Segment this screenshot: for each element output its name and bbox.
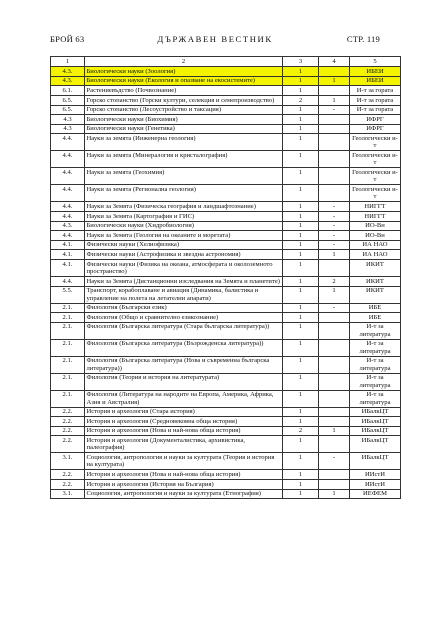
table-row: [51, 470, 401, 480]
field-name-cell: Филология (Теория и история на литературата): [85, 373, 283, 390]
field-code-cell: 2.1.: [51, 313, 85, 323]
count-cell-2: [319, 185, 350, 202]
table-row: [51, 168, 401, 185]
field-code-cell: 5.5.: [51, 286, 85, 303]
institute-cell: ИИстИ: [350, 480, 401, 490]
institute-cell: НИГГТ: [350, 211, 401, 221]
field-code-cell: 6.1.: [51, 86, 85, 96]
field-code-cell: 4.1.: [51, 259, 85, 276]
count-cell: 1: [283, 211, 319, 221]
institute-cell: И-т за литература: [350, 373, 401, 390]
field-code-cell: 2.1.: [51, 356, 85, 373]
count-cell-2: [319, 124, 350, 134]
table-row: [51, 240, 401, 250]
field-code-cell: 2.2.: [51, 470, 85, 480]
count-cell: 1: [283, 453, 319, 470]
count-cell: 1: [283, 407, 319, 417]
table-row: [51, 151, 401, 168]
count-cell-2: 1: [319, 286, 350, 303]
field-code-cell: 6.5.: [51, 105, 85, 115]
count-cell: 1: [283, 134, 319, 151]
table-row: [51, 453, 401, 470]
table-row: [51, 115, 401, 125]
institute-cell: Геологически и-т: [350, 151, 401, 168]
count-cell-2: [319, 436, 350, 453]
count-cell: 2: [283, 95, 319, 105]
field-name-cell: Науки за Земята (Картография и ГИС): [85, 211, 283, 221]
count-cell-2: [319, 417, 350, 427]
count-cell-2: [319, 480, 350, 490]
count-cell-2: [319, 356, 350, 373]
field-code-cell: 2.2.: [51, 426, 85, 436]
institute-cell: И-т за гората: [350, 86, 401, 96]
count-cell-2: 1: [319, 76, 350, 86]
issue-number: БРОЙ 63: [50, 34, 85, 44]
institute-cell: И-т за литература: [350, 390, 401, 407]
newspaper-title: ДЪРЖАВЕН ВЕСТНИК: [157, 34, 273, 44]
field-name-cell: Биологически науки (Зоология): [85, 67, 283, 77]
count-cell-2: -: [319, 211, 350, 221]
table-row: [51, 303, 401, 313]
count-cell-2: [319, 322, 350, 339]
table-row: [51, 86, 401, 96]
field-name-cell: Науки за земята (Геохимия): [85, 168, 283, 185]
table-row: [51, 231, 401, 241]
table-row: [51, 276, 401, 286]
field-name-cell: Горско стопанство (Горски култури, селекция и семепроизводство): [85, 95, 283, 105]
table-row: [51, 211, 401, 221]
field-code-cell: 2.2.: [51, 407, 85, 417]
field-code-cell: 4.1.: [51, 250, 85, 260]
institute-cell: И-т за гората: [350, 105, 401, 115]
field-code-cell: 6.5.: [51, 95, 85, 105]
field-name-cell: Науки за Земята (Физическа география и ландшафтознание): [85, 202, 283, 212]
field-code-cell: 4.3: [51, 115, 85, 125]
field-name-cell: Филология (Български език): [85, 303, 283, 313]
field-code-cell: 4.4.: [51, 211, 85, 221]
column-header: 4: [319, 57, 350, 67]
column-header-row: [51, 57, 401, 67]
field-name-cell: История и археология (Документалистика, архивистика, палеография): [85, 436, 283, 453]
field-name-cell: Биологически науки (Биохимия): [85, 115, 283, 125]
field-name-cell: Науки за Земята (Дистанционни изследвания на Земята и планетите): [85, 276, 283, 286]
count-cell-2: [319, 339, 350, 356]
count-cell-2: 1: [319, 95, 350, 105]
field-name-cell: Филология (Българска литература (Възрожденска литература)): [85, 339, 283, 356]
count-cell: 1: [283, 202, 319, 212]
field-code-cell: 4.3.: [51, 67, 85, 77]
field-code-cell: 4.4.: [51, 151, 85, 168]
count-cell: 1: [283, 286, 319, 303]
institute-cell: ИБалкЦТ: [350, 426, 401, 436]
count-cell: 1: [283, 480, 319, 490]
institute-cell: ИКИТ: [350, 276, 401, 286]
count-cell-2: [319, 86, 350, 96]
count-cell-2: 2: [319, 276, 350, 286]
field-name-cell: Науки за земята (Инженерна геология): [85, 134, 283, 151]
count-cell-2: -: [319, 231, 350, 241]
count-cell: 1: [283, 470, 319, 480]
institute-cell: Геологически и-т: [350, 134, 401, 151]
count-cell-2: [319, 151, 350, 168]
field-name-cell: Филология (Българска литература (Нова и съвременна българска литература)): [85, 356, 283, 373]
field-code-cell: 2.1.: [51, 303, 85, 313]
column-header: 3: [283, 57, 319, 67]
count-cell: 1: [283, 151, 319, 168]
count-cell: 1: [283, 436, 319, 453]
count-cell: 1: [283, 168, 319, 185]
column-header: 5: [350, 57, 401, 67]
institute-cell: ИО-Вн: [350, 221, 401, 231]
count-cell: 1: [283, 86, 319, 96]
count-cell: 1: [283, 276, 319, 286]
count-cell: 1: [283, 390, 319, 407]
table-row: [51, 489, 401, 499]
count-cell: 1: [283, 356, 319, 373]
field-code-cell: 2.1.: [51, 339, 85, 356]
count-cell: 1: [283, 313, 319, 323]
table-row: [51, 76, 401, 86]
table-row: [51, 105, 401, 115]
field-code-cell: 2.2.: [51, 480, 85, 490]
count-cell: 1: [283, 67, 319, 77]
count-cell: 1: [283, 322, 319, 339]
count-cell-2: 1: [319, 489, 350, 499]
count-cell-2: [319, 313, 350, 323]
field-name-cell: Науки за земята (Минералогия и кристалография): [85, 151, 283, 168]
table-row: [51, 417, 401, 427]
field-name-cell: Растениевъдство (Почвознание): [85, 86, 283, 96]
field-name-cell: История и археология (Нова и най-нова обща история): [85, 470, 283, 480]
field-name-cell: Социология, антропология и науки за културата (Етнография): [85, 489, 283, 499]
field-code-cell: 2.1.: [51, 373, 85, 390]
count-cell: 1: [283, 221, 319, 231]
field-code-cell: 4.3.: [51, 221, 85, 231]
field-code-cell: 4.3.: [51, 76, 85, 86]
institute-cell: ИФРГ: [350, 115, 401, 125]
count-cell-2: -: [319, 105, 350, 115]
column-header: 1: [51, 57, 85, 67]
institute-cell: ИИстИ: [350, 470, 401, 480]
field-name-cell: Филология (Литература на народите на Европа, Америка, Африка, Азия и Австралия): [85, 390, 283, 407]
table-row: [51, 202, 401, 212]
field-code-cell: 4.4.: [51, 168, 85, 185]
count-cell-2: [319, 67, 350, 77]
institute-cell: ИБЕИ: [350, 76, 401, 86]
table-row: [51, 390, 401, 407]
field-name-cell: История и археология (Нова и най-нова обща история): [85, 426, 283, 436]
count-cell: 1: [283, 124, 319, 134]
count-cell-2: [319, 134, 350, 151]
field-name-cell: История и археология (Стара история): [85, 407, 283, 417]
count-cell: 1: [283, 115, 319, 125]
field-name-cell: Биологически науки (Екология и опазване на екосистемите): [85, 76, 283, 86]
count-cell: 1: [283, 489, 319, 499]
institute-cell: ИО-Вн: [350, 231, 401, 241]
count-cell: 1: [283, 76, 319, 86]
institute-cell: Геологически и-т: [350, 185, 401, 202]
table-row: [51, 339, 401, 356]
field-code-cell: 4.4.: [51, 231, 85, 241]
page-header: [50, 34, 380, 48]
table-row: [51, 185, 401, 202]
field-name-cell: Транспорт, корабоплаване и авиация (Динамика, балистика и управление на полета на летателни апарати): [85, 286, 283, 303]
count-cell-2: -: [319, 453, 350, 470]
institute-cell: И-т за литература: [350, 339, 401, 356]
field-name-cell: Физически науки (Астрофизика и звездна астрономия): [85, 250, 283, 260]
institute-cell: ИБалкЦТ: [350, 417, 401, 427]
field-code-cell: 3.1.: [51, 489, 85, 499]
count-cell-2: [319, 407, 350, 417]
field-name-cell: Филология (Българска литература (Стара българска литература)): [85, 322, 283, 339]
field-code-cell: 2.2.: [51, 436, 85, 453]
field-name-cell: Науки за земята (Регионална геология): [85, 185, 283, 202]
count-cell-2: 1: [319, 426, 350, 436]
field-name-cell: История и археология (История на България): [85, 480, 283, 490]
institute-cell: И-т за литература: [350, 356, 401, 373]
field-code-cell: 4.4.: [51, 276, 85, 286]
institute-cell: ИКИТ: [350, 286, 401, 303]
institute-cell: ИБалкЦТ: [350, 453, 401, 470]
field-name-cell: Биологически науки (Генетика): [85, 124, 283, 134]
field-name-cell: История и археология (Средновековна обща история): [85, 417, 283, 427]
field-name-cell: Физически науки (Физика на океана, атмосферата и околоземното пространство): [85, 259, 283, 276]
table-row: [51, 124, 401, 134]
count-cell: 1: [283, 185, 319, 202]
count-cell: 1: [283, 259, 319, 276]
institute-cell: И-т за гората: [350, 95, 401, 105]
count-cell-2: [319, 115, 350, 125]
institute-cell: ИБЕ: [350, 313, 401, 323]
count-cell: 2: [283, 426, 319, 436]
count-cell: 1: [283, 373, 319, 390]
field-code-cell: 4.3: [51, 124, 85, 134]
count-cell: 1: [283, 303, 319, 313]
count-cell-2: -: [319, 240, 350, 250]
count-cell-2: -: [319, 303, 350, 313]
institute-cell: Геологически и-т: [350, 168, 401, 185]
table-row: [51, 259, 401, 276]
count-cell: 1: [283, 417, 319, 427]
count-cell: 1: [283, 250, 319, 260]
table-row: [51, 95, 401, 105]
table-row: [51, 286, 401, 303]
column-header: 2: [85, 57, 283, 67]
institute-cell: ИКИТ: [350, 259, 401, 276]
count-cell: 1: [283, 231, 319, 241]
count-cell-2: [319, 470, 350, 480]
table-row: [51, 322, 401, 339]
count-cell: 1: [283, 339, 319, 356]
field-name-cell: Филология (Общо и сравнително езикознание): [85, 313, 283, 323]
table-row: [51, 480, 401, 490]
institute-cell: ИА НАО: [350, 250, 401, 260]
field-name-cell: Биологически науки (Хидробиология): [85, 221, 283, 231]
count-cell-2: [319, 259, 350, 276]
page-number: СТР. 119: [346, 34, 380, 44]
field-name-cell: Горско стопанство (Лесоустройство и таксация): [85, 105, 283, 115]
table-row: [51, 313, 401, 323]
field-code-cell: 4.4.: [51, 202, 85, 212]
institute-cell: ИЕФЕМ: [350, 489, 401, 499]
institute-cell: ИБЕИ: [350, 67, 401, 77]
field-name-cell: Науки за Земята (Геология на океаните и моретата): [85, 231, 283, 241]
institute-cell: ИБалкЦТ: [350, 436, 401, 453]
institute-cell: ИБЕ: [350, 303, 401, 313]
field-code-cell: 4.4.: [51, 185, 85, 202]
field-code-cell: 2.2.: [51, 417, 85, 427]
table-row: [51, 426, 401, 436]
field-code-cell: 2.1.: [51, 322, 85, 339]
count-cell-2: -: [319, 202, 350, 212]
table-row: [51, 407, 401, 417]
count-cell-2: 1: [319, 250, 350, 260]
field-name-cell: Физически науки (Хелиофизика): [85, 240, 283, 250]
field-code-cell: 2.1.: [51, 390, 85, 407]
field-code-cell: 3.1.: [51, 453, 85, 470]
table-row: [51, 134, 401, 151]
count-cell: 1: [283, 105, 319, 115]
table-row: [51, 356, 401, 373]
count-cell: 1: [283, 240, 319, 250]
field-name-cell: Социология, антропология и науки за културата (Теория и история на културата): [85, 453, 283, 470]
institute-cell: И-т за литература: [350, 322, 401, 339]
field-code-cell: 4.1.: [51, 240, 85, 250]
institute-cell: ИБалкЦТ: [350, 407, 401, 417]
field-code-cell: 4.4.: [51, 134, 85, 151]
positions-table: [50, 56, 401, 499]
table-row: [51, 373, 401, 390]
count-cell-2: [319, 390, 350, 407]
institute-cell: ИФРГ: [350, 124, 401, 134]
table-row: [51, 436, 401, 453]
institute-cell: ИА НАО: [350, 240, 401, 250]
table-row: [51, 67, 401, 77]
count-cell-2: -: [319, 221, 350, 231]
count-cell-2: [319, 373, 350, 390]
count-cell-2: [319, 168, 350, 185]
table-row: [51, 250, 401, 260]
institute-cell: НИГГТ: [350, 202, 401, 212]
table-row: [51, 221, 401, 231]
